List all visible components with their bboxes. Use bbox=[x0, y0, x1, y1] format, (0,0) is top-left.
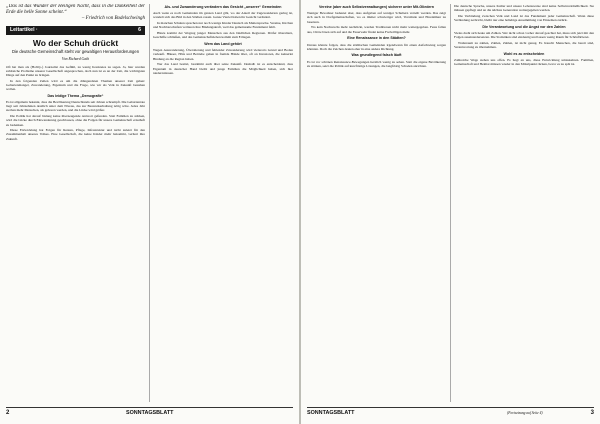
article-paragraph: Es ist vor schönen Renaissance-Bewegungen herzlich wenig zu sehen. Statt die eigene Bevölkerung zu stärken, setzt die Politik auf kurzfristige Lösungen, die langfristig Schaden anrichten. bbox=[307, 59, 446, 68]
article-headline: Als- und Zuwanderung verändern das Gesicht „unserer“ Gemeinden bbox=[164, 5, 282, 9]
right-column-1 bbox=[307, 4, 446, 402]
paper-name: SONNTAGSBLATT bbox=[307, 410, 355, 416]
section-subheading: Was grundlegend falsch läuft bbox=[351, 53, 402, 58]
editorial-deck: Die deutsche Gemeinschaft steht vor gewaltigen Herausforderungen bbox=[11, 48, 140, 54]
article-paragraph: Zahlreiche Wege stehen uns offen. Es liegt an uns, diese Entwicklung umzukehren. Familien, Gemeinschaft und Heimat müssen wieder in den Mittelpunkt rücken, bevor es zu spät ist. bbox=[454, 58, 594, 67]
article-paragraph: Auch wenn es noch Gemeinden im ganzen Land gibt, wo der Anteil der Zugewanderten gering ist, wandelt sich das Bild in den Städten rasant. Ganze Viertel haben ihr Gesicht verändert. bbox=[153, 11, 293, 20]
column-divider bbox=[450, 4, 451, 402]
article-paragraph: Wohnraum zu zahlen, Zahlen, Zahlen, ist nicht genug. Es braucht Menschen, die bereit sind, Verantwortung zu übernehmen. bbox=[454, 41, 594, 50]
editorial-author: Von Richard Gath bbox=[61, 56, 90, 61]
motto-text: „Das ist das Wunder der Heiligen Nacht, dass in die Dunkelheit der Erde die helle Sonne scheint.“ bbox=[6, 4, 145, 15]
article-paragraph: Die deutsche Sprache, unsere Kultur und unsere Lebensweise sind keine Selbstverständlichkeit. Sie müssen gepflegt und an die nächste Generation weitergegeben werden. bbox=[454, 4, 594, 13]
right-footer bbox=[307, 407, 594, 418]
left-column-2 bbox=[153, 4, 293, 402]
article-paragraph: Die Verbindung zwischen Volk und Land ist das Fundament jeder Gemeinschaft. Wenn diese Verbindung zerbricht, bleibt nur eine beliebige Ansammlung von Einzelnen zurück. bbox=[454, 13, 594, 23]
editorial-title: Wo der Schuh drückt bbox=[32, 38, 119, 49]
article-paragraph: Daraus könnte folgen, dass die städtischen Gemeinden irgendwann für einen Aufschwung sorgen könnten. Doch die Zeichen deuten eher in eine andere Richtung. bbox=[307, 42, 446, 51]
article-paragraph: Hinzu kommt der Wegzug junger Menschen aus den ländlichen Regionen. Dörfer überaltern, Geschäfte schließen, und das Gemeinschaftsleben kommt zum Erliegen. bbox=[153, 31, 293, 40]
section-subheading: Eine Renaissance in den Städten? bbox=[347, 36, 406, 41]
section-subheading: Das leidige Thema „Demografie“ bbox=[47, 93, 104, 98]
editorial-banner bbox=[6, 26, 145, 35]
editorial-number: 6 bbox=[138, 27, 141, 34]
section-subheading: Wohl es zu entscheiden bbox=[503, 51, 545, 56]
continuation-note: (Fortsetzung auf Seite 4) bbox=[507, 411, 543, 415]
article-paragraph: Wer das Land besitzt, bestimmt auch über seine Zukunft. Deshalb ist es entscheidend, dass Eigentum in deutscher Hand bleibt und junge Familien die Möglichkeit haben, sich hier niederzulassen. bbox=[153, 62, 293, 75]
article-headline: Vereine (aber auch Selbstverwaltungen) sicherer unter Mit-Gliedern bbox=[318, 5, 435, 9]
left-page bbox=[0, 0, 299, 424]
article-paragraph: In den folgenden Zeilen wird es um die drängendsten Themen unserer Zeit gehen: Geburtenmangel, Zuwanderung, Eigentum und die Frage, wie wir als Volk in Zukunft bestehen wollen. bbox=[6, 78, 145, 92]
paper-name: SONNTAGSBLATT bbox=[126, 410, 174, 416]
article-paragraph: Oft hat man als (Hobby-) Journalist das Gefühl, zu wenig Konkretes zu sagen. Ja, hier wurden zahlreiche Probleme unserer Gesellschaft angesprochen, doch nun ist es an der Zeit, die wichtigsten Dinge auf den Punkt zu bringen. bbox=[6, 64, 145, 78]
page-number: 3 bbox=[590, 410, 594, 416]
article-paragraph: Vieles dreht sich heute um Zahlen. Wer nicht schon vorher darauf geachtet hat, muss sich jetzt mit den Folgen auseinandersetzen. Die Statistiken sind eindeutig und lassen wenig Raum für Schönfärberei. bbox=[454, 31, 594, 40]
article-paragraph: Die Politik hat darauf bislang keine überzeugende Antwort gefunden. Statt Familien zu stärken, wird die Lücke durch Einwanderung geschlossen, ohne die Folgen für unsere Gemeinschaft ernsthaft zu bedenken. bbox=[6, 114, 145, 127]
section-subheading: Wem das Land gehört bbox=[204, 41, 242, 46]
article-paragraph: In manchen Schulen sprechen nur noch wenige Kinder Deutsch als Muttersprache. Vereine, Kirchen und Nachbarschaften verlieren ihre Bindungskraft, weil das gemeinsame Fundament fehlt. bbox=[153, 21, 293, 30]
article-paragraph: Diese Entwicklung hat Folgen für Renten, Pflege, Infrastruktur und nicht zuletzt für den Zusammenhalt unseres Volkes. Eine Gesellschaft, die keine Kinder mehr bekommt, verliert ihre Zukunft. bbox=[6, 128, 145, 141]
left-footer bbox=[6, 407, 293, 418]
section-subheading: Die Verantwortung und die Angst vor den Zahlen bbox=[482, 24, 566, 29]
article-paragraph: Weniger Bewohner bedeutet aber, dass Aufgaben auf weniger Schultern verteilt werden. Das zeigt sich auch in Dorfgemeinschaften, wo es immer schwieriger wird, Vorstände und Ehrenämter zu besetzen. bbox=[307, 11, 446, 24]
right-column-2 bbox=[454, 4, 594, 402]
page-number: 2 bbox=[6, 410, 10, 416]
article-paragraph: Wegen Auswanderung, Überalterung und fehlender Zuwanderung wird vielerorts Grund und Boden verkauft. Häuser, Höfe und Betriebe gehen in fremde Hände über, oft an Investoren, die keinerlei Bindung an die Region haben. bbox=[153, 48, 293, 61]
motto-quote bbox=[6, 4, 145, 21]
article-paragraph: Es ist allgemein bekannt, dass die Bevölkerung Deutschlands seit Jahren schrumpft. Die Geburtenrate liegt seit Jahrzehnten deutlich unter dem Niveau, das zur Bestandserhaltung nötig wäre. Jedes Jahr sterben mehr Menschen, als geboren werden, und die Lücke wird größer. bbox=[6, 100, 145, 113]
column-divider bbox=[149, 4, 150, 402]
editorial-label: Leitartikel · bbox=[10, 27, 38, 34]
left-column-1 bbox=[6, 4, 145, 402]
right-page bbox=[301, 0, 600, 424]
article-paragraph: Wo kein Nachwuchs mehr nachrückt, werden Traditionen nicht mehr weitergegeben. Feste fallen aus, Chöre lösen sich auf und die Feuerwehr findet keine Freiwilligen mehr. bbox=[307, 25, 446, 34]
motto-source: – Friedrich von Bodelschwingh bbox=[81, 15, 145, 21]
